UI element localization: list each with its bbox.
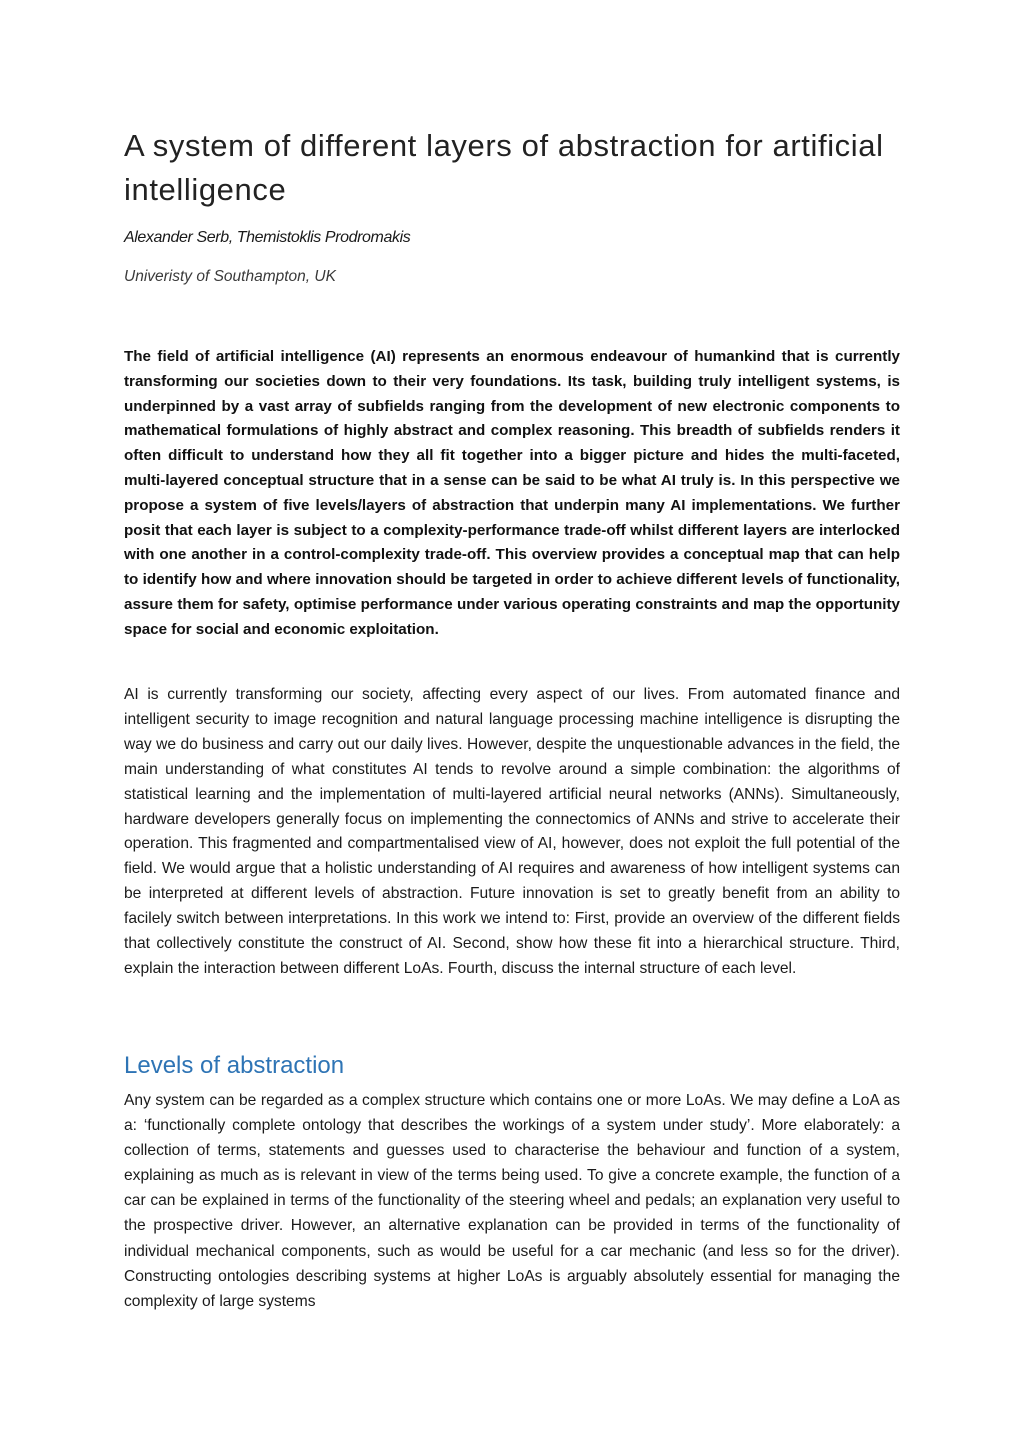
paper-title: A system of different layers of abstraction for artificial intelligence [124, 128, 884, 207]
affiliation: Univeristy of Southampton, UK [124, 268, 336, 285]
section-paragraph: Any system can be regarded as a complex structure which contains one or more LoAs. We may define a LoA as a: ‘functionally complete ontology that describes the workings of a system under study’. More elaborately: a collection of terms, statements and guesses used to characterise the behaviour and function of a system, explaining as much as is relevant in view of the terms being used. To give a concrete example, the function of a car can be explained in terms of the functionality of the steering wheel and pedals; an explanation very useful to the prospective driver. However, an alternative explanation can be provided in terms of the functionality of individual mechanical components, such as would be useful for a car mechanic (and less so for the driver). Constructing ontologies describing systems at higher LoAs is arguably absolutely essential for managing the complexity of large systems [124, 1092, 900, 1310]
author-list: Alexander Serb, Themistoklis Prodromakis [124, 229, 411, 246]
intro-paragraph: AI is currently transforming our society, affecting every aspect of our lives. From automated finance and intelligent security to image recognition and natural language processing machine intelligence is disrupting the way we do business and carry out our daily lives. However, despite the unquestionable advances in the field, the main understanding of what constitutes AI tends to revolve around a simple combination: the algorithms of statistical learning and the implementation of multi-layered artificial neural networks (ANNs). Simultaneously, hardware developers generally focus on implementing the connectomics of ANNs and strive to accelerate their operation. This fragmented and compartmentalised view of AI, however, does not exploit the full potential of the field. We would argue that a holistic understanding of AI requires and awareness of how intelligent systems can be interpreted at different levels of abstraction. Future innovation is set to greatly benefit from an ability to facilely switch between interpretations. In this work we intend to: First, provide an overview of the different fields that collectively constitute the construct of AI. Second, show how these fit into a hierarchical structure. Third, explain the interaction between different LoAs. Fourth, discuss the internal structure of each level. [124, 686, 900, 977]
section-heading: Levels of abstraction [124, 1052, 345, 1079]
abstract: The field of artificial intelligence (AI) represents an enormous endeavour of humankind that is currently transforming our societies down to their very foundations. Its task, building truly intelligent systems, is underpinned by a vast array of subfields ranging from the development of new electronic components to mathematical formulations of highly abstract and complex reasoning. This breadth of subfields renders it often difficult to understand how they all fit together into a bigger picture and hides the multi-faceted, multi-layered conceptual structure that in a sense can be said to be what AI truly is. In this perspective we propose a system of five levels/layers of abstraction that underpin many AI implementations. We further posit that each layer is subject to a complexity-performance trade-off whilst different layers are interlocked with one another in a control-complexity trade-off. This overview provides a conceptual map that can help to identify how and where innovation should be targeted in order to achieve different levels of functionality, assure them for safety, optimise performance under various operating constraints and map the opportunity space for social and economic exploitation. [124, 348, 900, 638]
